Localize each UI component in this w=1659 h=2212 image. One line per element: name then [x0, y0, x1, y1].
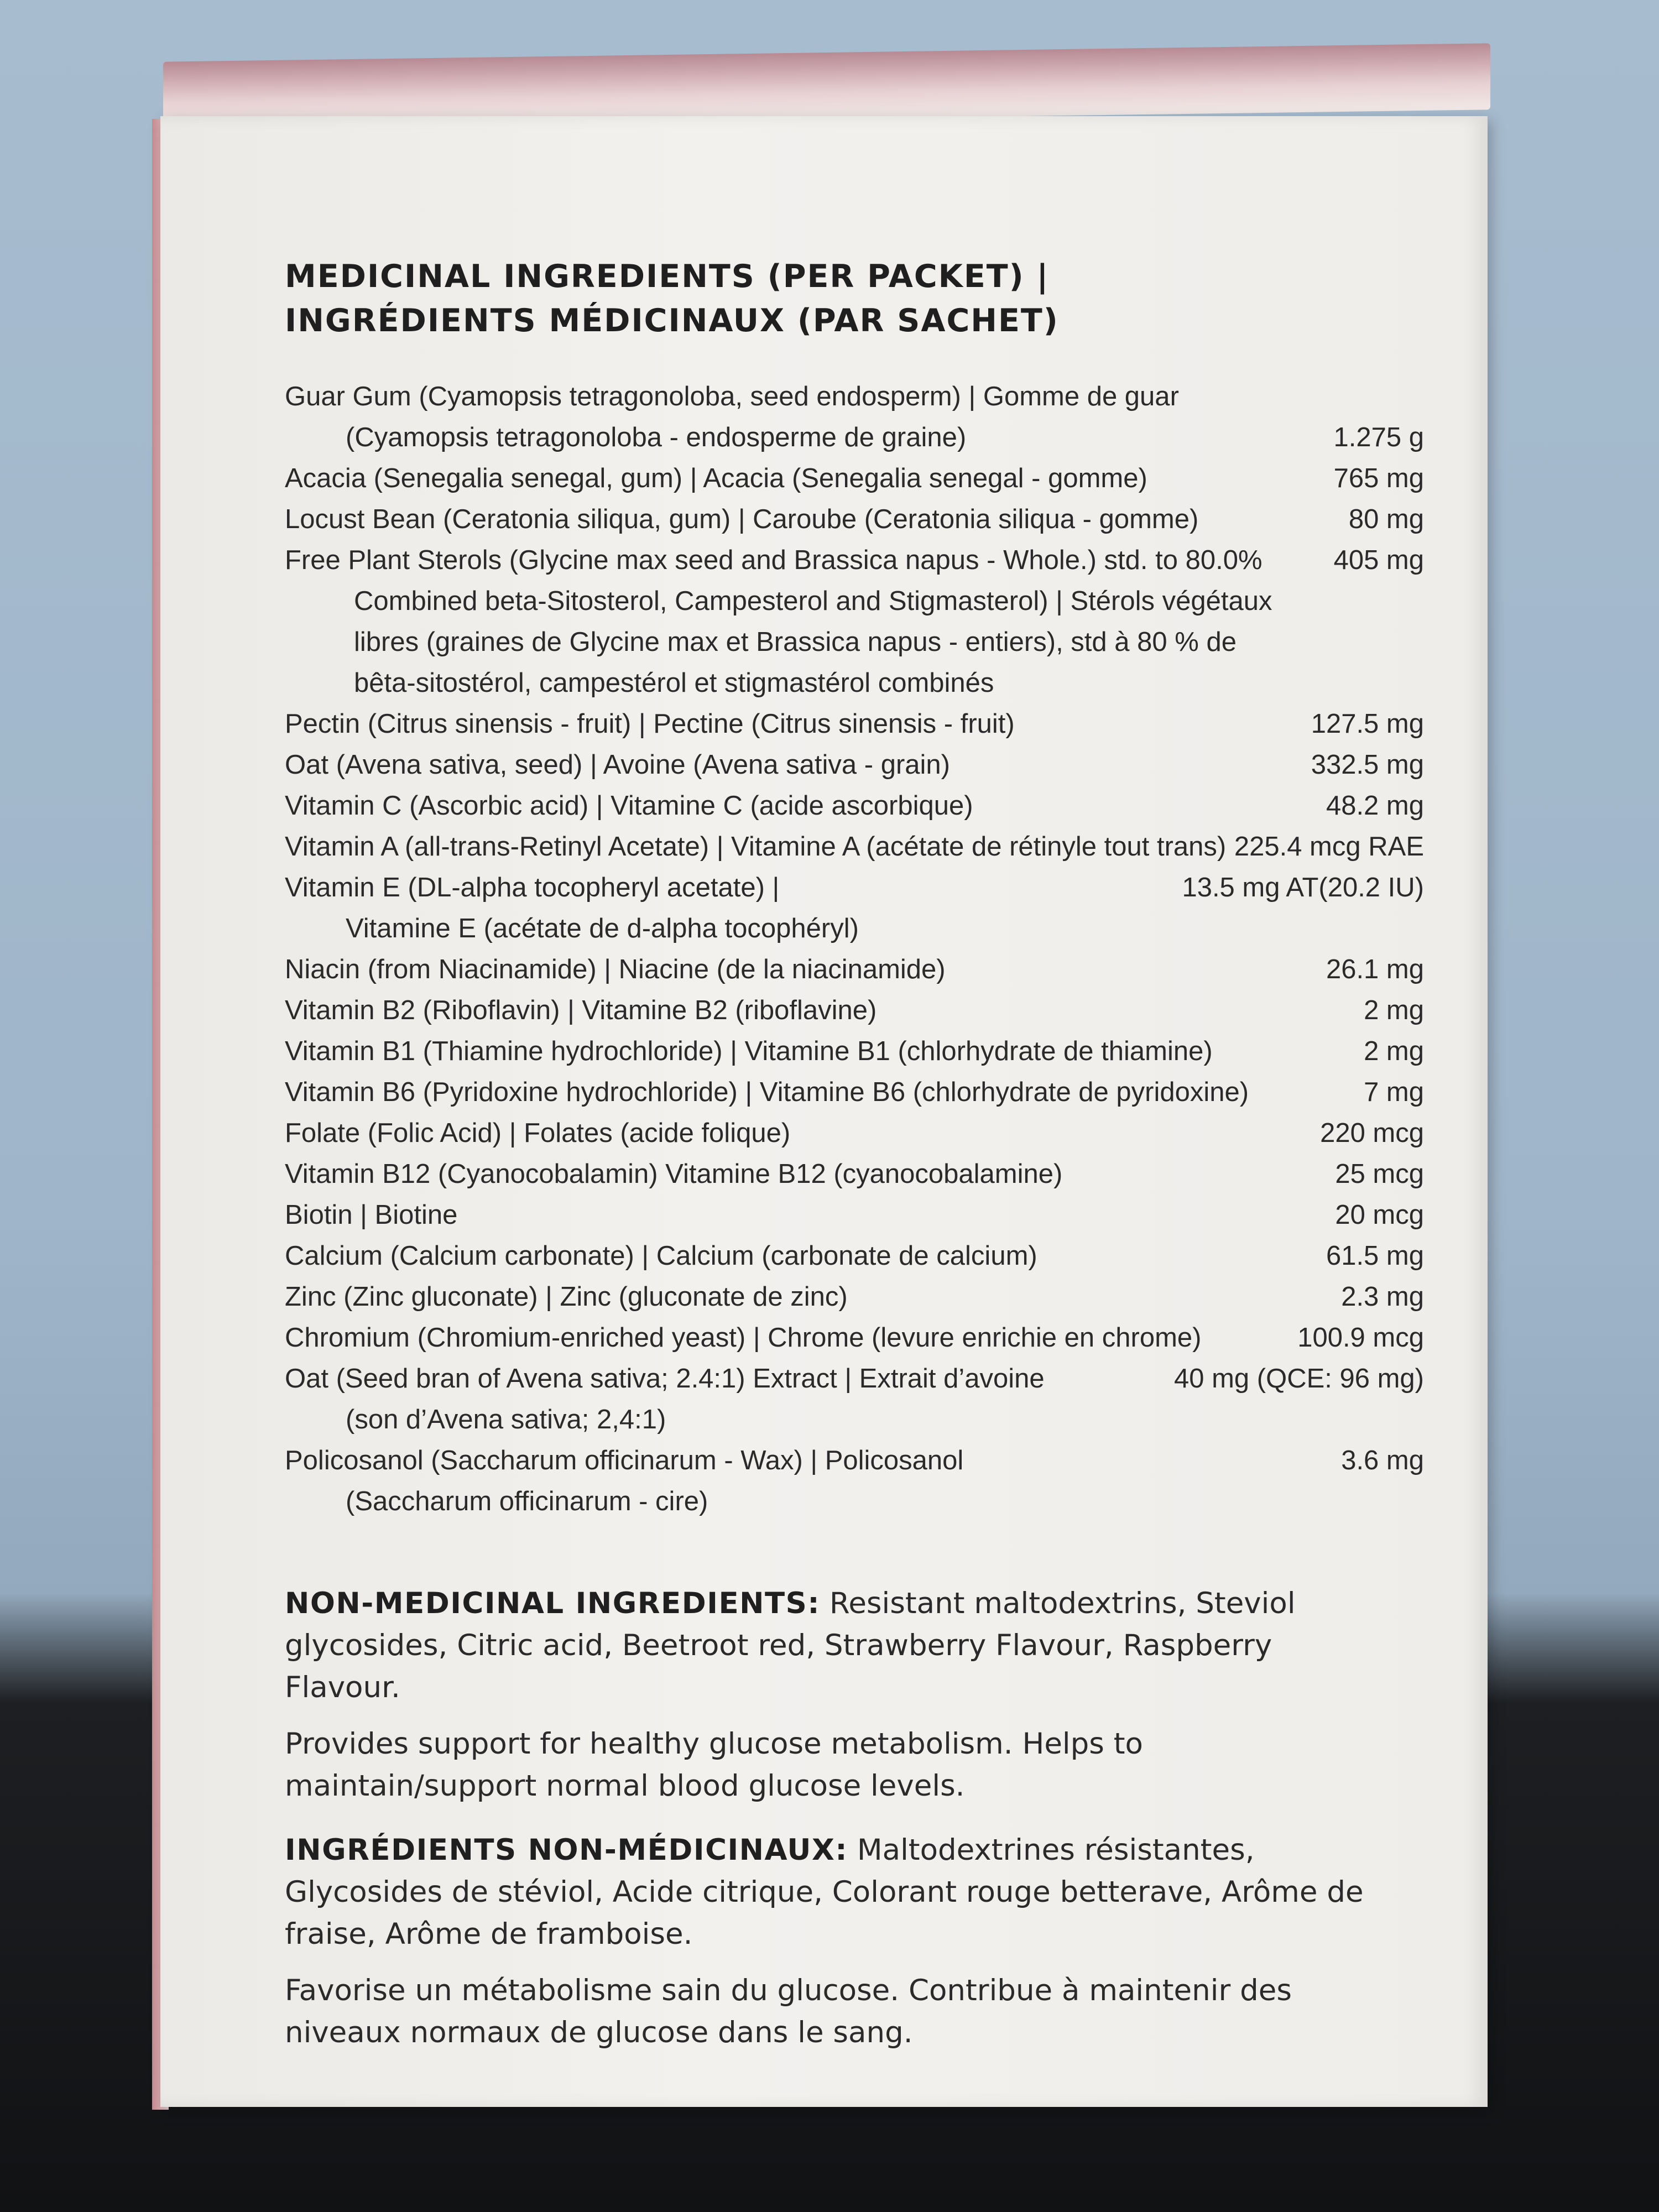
ingredient-name: Free Plant Sterols (Glycine max seed and Brassica napus - Whole.) std. to 80.0% [285, 545, 1262, 575]
ingredient-name-continued: (son d’Avena sativa; 2,4:1) [346, 1405, 666, 1434]
ingredient-continuation: bêta-sitostérol, campestérol et stigmastérol combinés [354, 668, 994, 698]
non-medicinal-en [285, 1583, 1380, 1709]
ingredient-name: Vitamin B2 (Riboflavin) | Vitamine B2 (riboflavine) [285, 995, 877, 1025]
ingredient-row [285, 1031, 1446, 1072]
ingredient-continuation: libres (graines de Glycine max et Brassica napus - entiers), std à 80 % de [354, 627, 1237, 657]
ingredient-continuation: Combined beta-Sitosterol, Campesterol and Stigmasterol) | Stérols végétaux [354, 586, 1272, 616]
ingredient-amount: 61.5 mg [1326, 1241, 1424, 1271]
ingredient-amount: 1.275 g [1333, 422, 1424, 452]
ingredient-row [285, 1317, 1446, 1358]
ingredient-amount: 3.6 mg [1341, 1446, 1424, 1475]
ingredient-name-continued: Vitamine E (acétate de d-alpha tocophéryl) [346, 914, 859, 943]
ingredient-row-continued [285, 1399, 1446, 1440]
ingredient-amount: 2.3 mg [1341, 1282, 1424, 1312]
ingredient-item [285, 744, 1446, 785]
ingredient-row [285, 949, 1446, 990]
ingredient-name: Acacia (Senegalia senegal, gum) | Acacia (Senegalia senegal - gomme) [285, 463, 1147, 493]
non-medicinal-label-fr: INGRÉDIENTS NON-MÉDICINAUX: [285, 1833, 848, 1867]
ingredient-continuation [285, 1481, 708, 1522]
ingredient-row-continued [285, 1481, 1446, 1522]
ingredient-name: Vitamin B6 (Pyridoxine hydrochloride) | Vitamine B6 (chlorhydrate de pyridoxine) [285, 1077, 1249, 1107]
ingredient-amount: 7 mg [1364, 1077, 1424, 1107]
ingredient-row [285, 1072, 1446, 1113]
ingredient-item [285, 376, 1446, 458]
ingredient-amount: 80 mg [1348, 504, 1424, 534]
ingredient-amount: 405 mg [1333, 545, 1424, 575]
ingredient-item [285, 1235, 1446, 1276]
ingredient-continuation [285, 417, 966, 458]
ingredient-item [285, 703, 1446, 744]
ingredient-row-continued [285, 417, 1446, 458]
ingredient-name: Policosanol (Saccharum officinarum - Wax) | Policosanol [285, 1446, 964, 1475]
ingredient-name: Vitamin A (all-trans-Retinyl Acetate) | Vitamine A (acétate de rétinyle tout trans) [285, 832, 1227, 862]
ingredient-row [285, 826, 1446, 867]
ingredient-name: Chromium (Chromium-enriched yeast) | Chrome (levure enrichie en chrome) [285, 1323, 1202, 1353]
ingredient-amount: 2 mg [1364, 995, 1424, 1025]
ingredient-name: Vitamin B1 (Thiamine hydrochloride) | Vitamine B1 (chlorhydrate de thiamine) [285, 1036, 1213, 1066]
ingredient-row [285, 1154, 1446, 1194]
ingredient-row [285, 499, 1446, 540]
ingredient-item [285, 826, 1446, 867]
ingredient-amount: 220 mcg [1320, 1118, 1424, 1148]
ingredient-row-continued [285, 908, 1446, 949]
ingredient-amount: 765 mg [1333, 463, 1424, 493]
ingredient-item [285, 1031, 1446, 1072]
ingredient-item [285, 785, 1446, 826]
non-medicinal-text-en: Resistant maltodextrins, Steviol glycosides, Citric acid, Beetroot red, Strawberry Flavour, Raspberry Flavour. [285, 1587, 1296, 1704]
ingredient-amount: 100.9 mcg [1297, 1323, 1424, 1353]
ingredient-item [285, 540, 1446, 703]
ingredient-name-continued: (Saccharum officinarum - cire) [346, 1486, 708, 1516]
ingredient-list [285, 376, 1446, 1522]
ingredient-row [285, 785, 1446, 826]
ingredient-name: Folate (Folic Acid) | Folates (acide folique) [285, 1118, 791, 1148]
ingredient-name: Vitamin E (DL-alpha tocopheryl acetate) | [285, 873, 780, 902]
ingredient-item [285, 949, 1446, 990]
ingredient-row [285, 1194, 1446, 1235]
ingredient-row [285, 540, 1446, 581]
ingredient-item [285, 1113, 1446, 1154]
ingredient-name: Pectin (Citrus sinensis - fruit) | Pectine (Citrus sinensis - fruit) [285, 709, 1015, 739]
ingredient-item [285, 1358, 1446, 1440]
medicinal-ingredients-heading [285, 254, 1446, 343]
ingredient-row [285, 1113, 1446, 1154]
ingredient-item [285, 499, 1446, 540]
claim-fr: Favorise un métabolisme sain du glucose. Contribue à maintenir des niveaux normaux de glucose dans le sang. [285, 1974, 1292, 2049]
non-medicinal-fr [285, 1829, 1380, 1955]
ingredient-item [285, 1317, 1446, 1358]
ingredient-row [285, 376, 1446, 417]
ingredient-name: Vitamin B12 (Cyanocobalamin) Vitamine B12 (cyanocobalamine) [285, 1159, 1063, 1189]
ingredient-row [285, 458, 1446, 499]
heading-line-fr: INGRÉDIENTS MÉDICINAUX (PAR SACHET) [285, 302, 1059, 339]
ingredient-amount: 25 mcg [1335, 1159, 1424, 1189]
ingredient-row [285, 744, 1446, 785]
ingredient-amount: 40 mg (QCE: 96 mg) [1173, 1364, 1424, 1394]
ingredient-amount: 48.2 mg [1326, 791, 1424, 821]
ingredient-name: Oat (Seed bran of Avena sativa; 2.4:1) Extract | Extrait d’avoine [285, 1364, 1045, 1394]
ingredient-item [285, 867, 1446, 949]
ingredient-row [285, 1276, 1446, 1317]
ingredient-amount: 127.5 mg [1311, 709, 1424, 739]
ingredient-item [285, 458, 1446, 499]
label-content [285, 254, 1446, 2068]
ingredient-name-continued: (Cyamopsis tetragonoloba - endosperme de graine) [346, 422, 967, 452]
ingredient-name: Guar Gum (Cyamopsis tetragonoloba, seed endosperm) | Gomme de guar [285, 382, 1179, 411]
ingredient-name: Calcium (Calcium carbonate) | Calcium (carbonate de calcium) [285, 1241, 1037, 1271]
non-medicinal-text-fr: Maltodextrines résistantes, Glycosides de stéviol, Acide citrique, Colorant rouge betterave, Arôme de fraise, Arôme de framboise. [285, 1833, 1364, 1951]
ingredient-item [285, 990, 1446, 1031]
ingredient-name: Vitamin C (Ascorbic acid) | Vitamine C (acide ascorbique) [285, 791, 973, 821]
ingredient-amount: 2 mg [1364, 1036, 1424, 1066]
ingredient-name: Locust Bean (Ceratonia siliqua, gum) | Caroube (Ceratonia siliqua - gomme) [285, 504, 1199, 534]
ingredient-item [285, 1072, 1446, 1113]
ingredient-name: Zinc (Zinc gluconate) | Zinc (gluconate de zinc) [285, 1282, 848, 1312]
ingredient-row [285, 1235, 1446, 1276]
ingredient-item [285, 1440, 1446, 1522]
ingredient-name: Biotin | Biotine [285, 1200, 458, 1230]
ingredient-amount: 13.5 mg AT(20.2 IU) [1182, 873, 1424, 902]
ingredient-row [285, 990, 1446, 1031]
non-medicinal-section [285, 1583, 1380, 2054]
ingredient-continuation [285, 1399, 666, 1440]
ingredient-row [285, 1358, 1446, 1399]
ingredient-row [285, 703, 1446, 744]
ingredient-amount: 332.5 mg [1311, 750, 1424, 780]
ingredient-amount: 26.1 mg [1326, 954, 1424, 984]
ingredient-name: Niacin (from Niacinamide) | Niacine (de la niacinamide) [285, 954, 946, 984]
box-top-flap [163, 43, 1490, 128]
ingredient-row [285, 1440, 1446, 1481]
ingredient-item [285, 1276, 1446, 1317]
ingredient-row [285, 867, 1446, 908]
ingredient-continuation [285, 908, 859, 949]
ingredient-name: Oat (Avena sativa, seed) | Avoine (Avena sativa - grain) [285, 750, 950, 780]
ingredient-amount: 225.4 mcg RAE [1234, 832, 1424, 862]
heading-line-en: MEDICINAL INGREDIENTS (PER PACKET) | [285, 258, 1050, 295]
ingredient-item [285, 1194, 1446, 1235]
ingredient-item [285, 1154, 1446, 1194]
claim-en: Provides support for healthy glucose metabolism. Helps to maintain/support normal blood glucose levels. [285, 1727, 1143, 1803]
ingredient-amount: 20 mcg [1335, 1200, 1424, 1230]
non-medicinal-label-en: NON-MEDICINAL INGREDIENTS: [285, 1587, 821, 1620]
